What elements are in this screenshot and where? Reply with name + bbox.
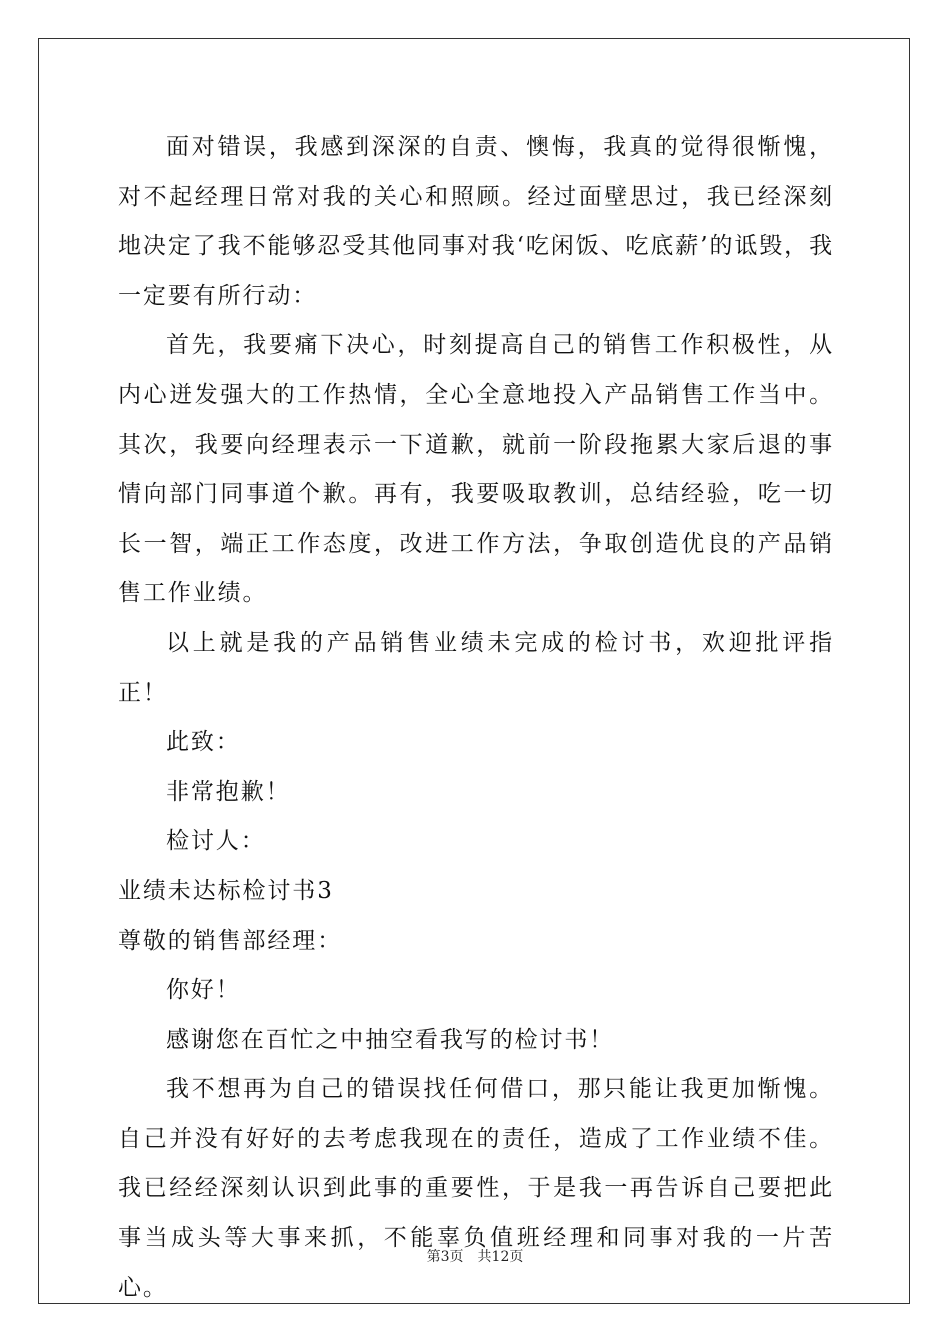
apology-line: 非常抱歉！ (166, 778, 291, 805)
signature-label: 检讨人： (166, 828, 266, 855)
paragraph-closing: 以上就是我的产品销售业绩未完成的检讨书，欢迎批评指正！ (118, 629, 834, 706)
thanks-line: 感谢您在百忙之中抽空看我写的检讨书！ (166, 1026, 615, 1053)
salutation-closing: 此致： (166, 729, 241, 756)
paragraph-action-plan: 首先，我要痛下决心，时刻提高自己的销售工作积极性，从内心迸发强大的工作热情，全心全意地投入产品销售工作当中。其次，我要向经理表示一下道歉，就前一阶段拖累大家后退的事情向部门同事道个歉。再有，我要吸取教训，总结经验，吃一切长一智，端正工作态度，改进工作方法，争取创造优良的产品销售工作业绩。 (118, 332, 834, 607)
document-body (118, 123, 834, 1313)
paragraph-reflection: 我不想再为自己的错误找任何借口，那只能让我更加惭愧。自己并没有好好的去考虑我现在的责任，造成了工作业绩不佳。我已经经深刻认识到此事的重要性，于是我一再告诉自己要把此事当成头等大事来抓，不能辜负值班经理和同事对我的一片苦心。 (118, 1076, 834, 1301)
paragraph-apology-intro: 面对错误，我感到深深的自责、懊悔，我真的觉得很惭愧，对不起经理日常对我的关心和照顾。经过面壁思过，我已经深刻地决定了我不能够忍受其他同事对我‘吃闲饭、吃底薪’的诋毁，我一定要有所行动： (118, 134, 834, 309)
section-heading: 业绩未达标检讨书3 (118, 877, 334, 904)
recipient-line: 尊敬的销售部经理： (118, 927, 343, 954)
page-number-footer: 第3页 共12页 (426, 1249, 524, 1265)
greeting-line: 你好！ (166, 977, 241, 1004)
